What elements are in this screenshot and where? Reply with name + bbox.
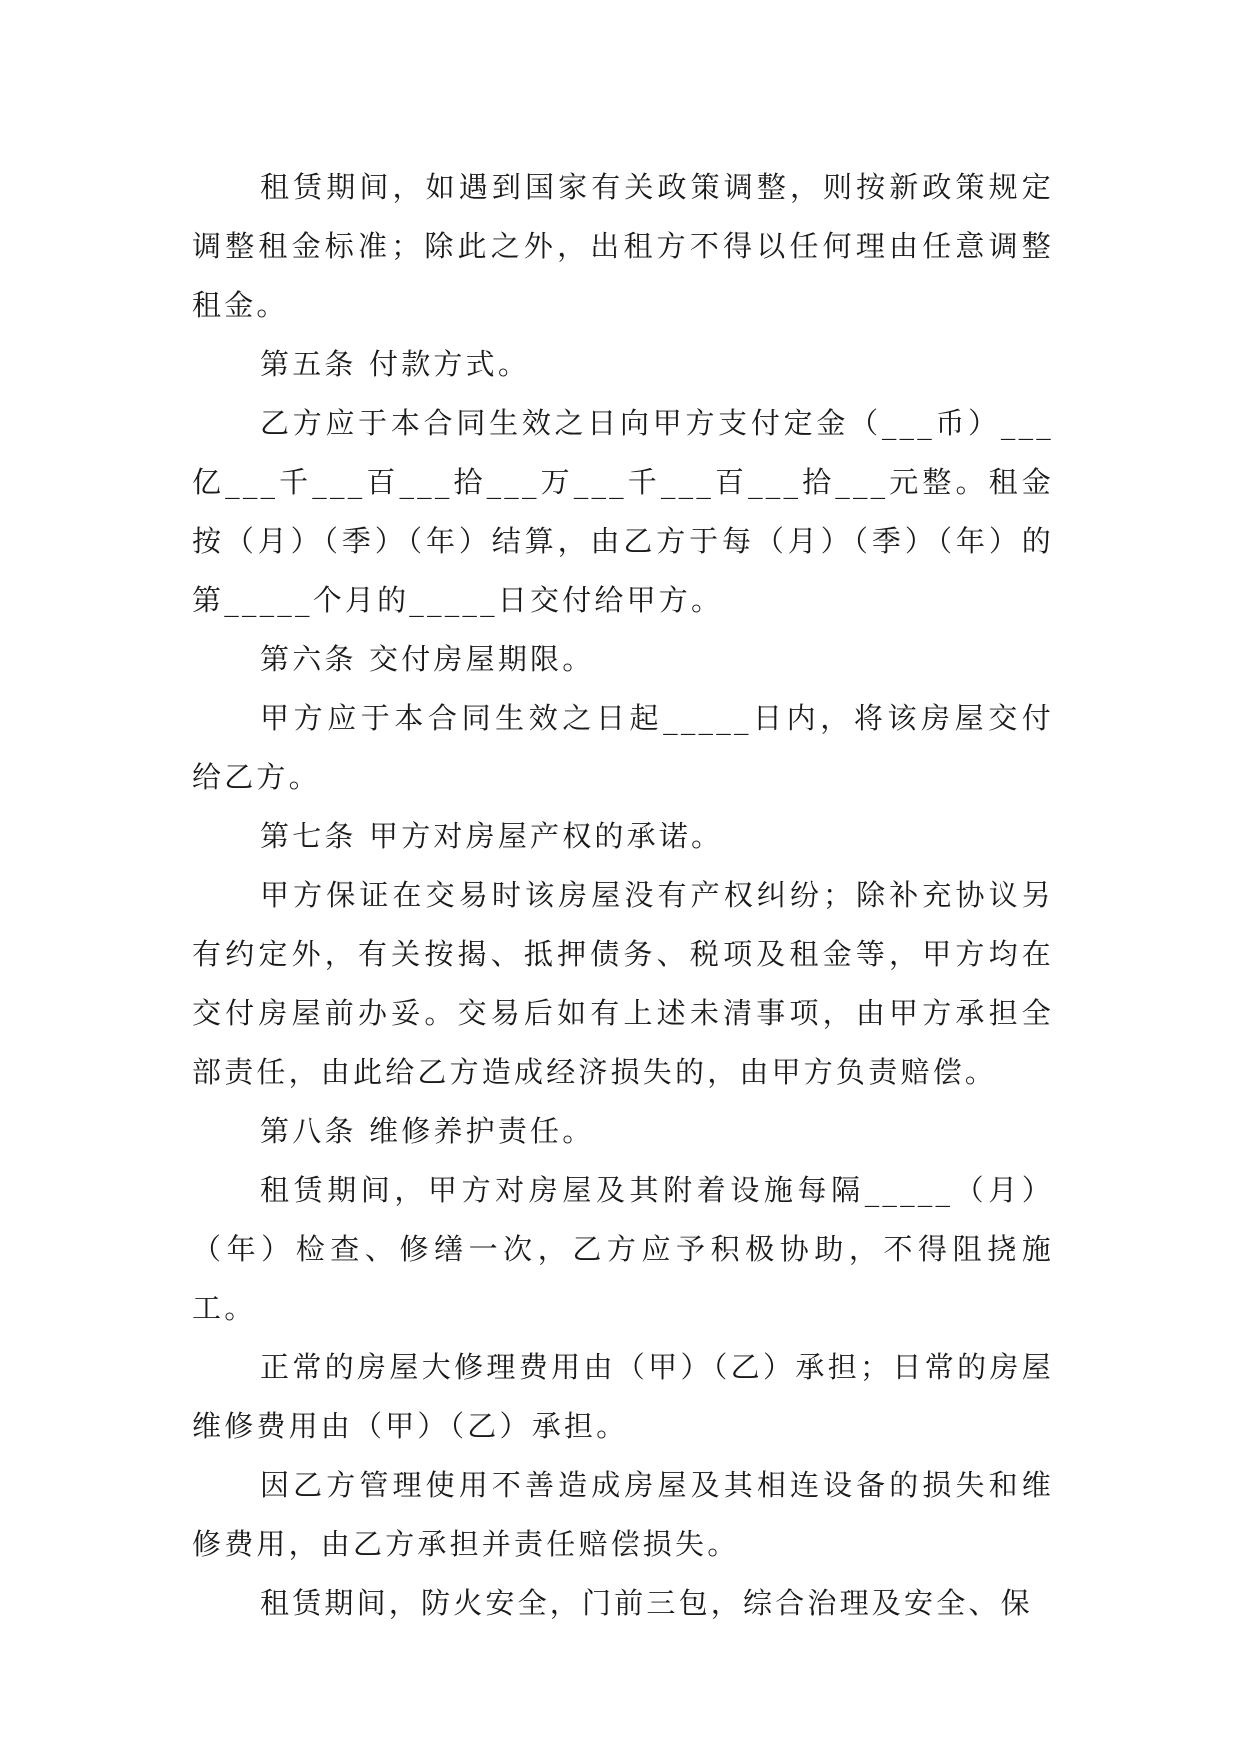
paragraph-safety-responsibility: 租赁期间，防火安全，门前三包，综合治理及安全、保 [260,1586,1033,1620]
heading-article-6-handover-deadline: 第六条 交付房屋期限。 [260,642,595,676]
paragraph-handover: 甲方应于本合同生效之日起_____日内，将该房屋交付给乙方。 [192,701,1054,794]
paragraph-deposit-and-rent-payment: 乙方应于本合同生效之日向甲方支付定金（___币）___亿___千___百___拾___万___千___百___拾___元整。租金按（月）（季）（年）结算，由乙方于每（月）（季）（年）的第_____个月的_____日交付给甲方。 [192,406,1054,617]
heading-article-8-maintenance: 第八条 维修养护责任。 [260,1114,595,1148]
paragraph-rent-adjustment: 租赁期间，如遇到国家有关政策调整，则按新政策规定调整租金标准；除此之外，出租方不得以任何理由任意调整租金。 [192,170,1054,322]
paragraph-property-rights-guarantee: 甲方保证在交易时该房屋没有产权纠纷；除补充协议另有约定外，有关按揭、抵押债务、税项及租金等，甲方均在交付房屋前办妥。交易后如有上述未清事项，由甲方承担全部责任，由此给乙方造成经济损失的，由甲方负责赔偿。 [192,878,1054,1089]
paragraph-inspection: 租赁期间，甲方对房屋及其附着设施每隔_____（月）（年）检查、修缮一次，乙方应予积极协助，不得阻挠施工。 [192,1173,1054,1325]
heading-article-7-property-rights: 第七条 甲方对房屋产权的承诺。 [260,819,724,853]
heading-article-5-payment-method: 第五条 付款方式。 [260,347,531,381]
paragraph-repair-costs: 正常的房屋大修理费用由（甲）（乙）承担；日常的房屋维修费用由（甲）（乙）承担。 [192,1350,1054,1443]
contract-body [192,158,1054,1633]
paragraph-damage-liability: 因乙方管理使用不善造成房屋及其相连设备的损失和维修费用，由乙方承担并责任赔偿损失。 [192,1468,1054,1561]
